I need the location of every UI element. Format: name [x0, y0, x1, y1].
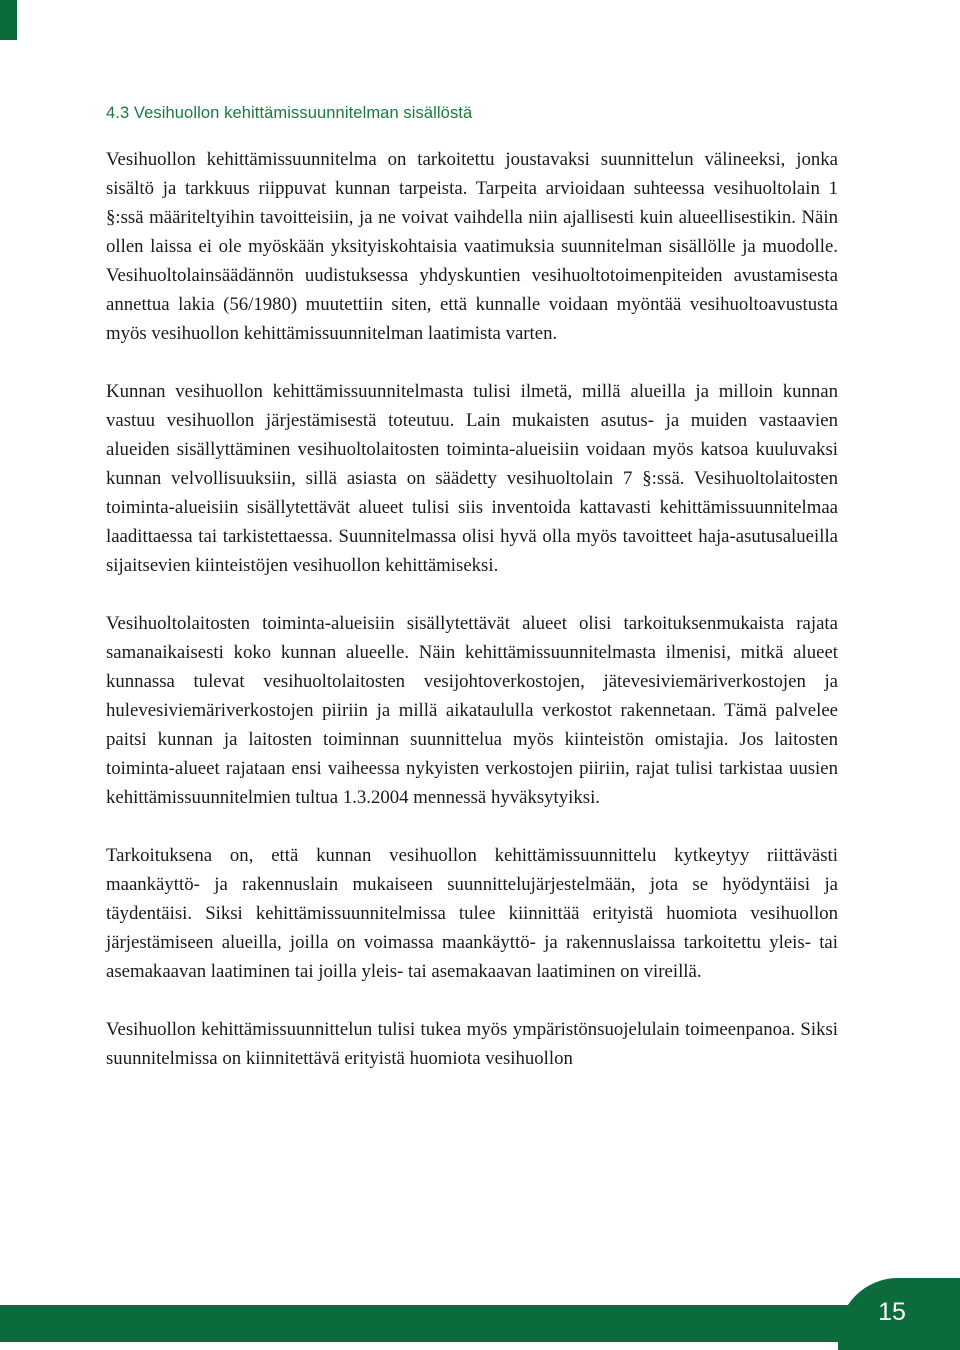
paragraph-1: Vesihuollon kehittämissuunnitelma on tarkoitettu joustavaksi suunnittelun välineeksi, jonka sisältö ja tarkkuus riippuvat kunnan tarpeista. Tarpeita arvioidaan suhteessa vesihuoltolain 1 §:ssä määriteltyihin tavoitteisiin, ja ne voivat vaihdella niin ajallisesti kuin alueellisestikin. Näin ollen laissa ei ole myöskään yksityiskohtaisia vaatimuksia suunnitelman sisällölle ja muodolle. Vesihuoltolainsäädännön uudistuksessa yhdyskuntien vesihuoltotoimenpiteiden avustamisesta annettua lakia (56/1980) muutettiin siten, että kunnalle voidaan myöntää vesihuoltoavustusta myös vesihuollon kehittämissuunnitelman laatimista varten.: [106, 149, 838, 344]
paragraph-3: Vesihuoltolaitosten toiminta-alueisiin sisällytettävät alueet olisi tarkoituksenmukaista rajata samanaikaisesti koko kunnan alueelle. Näin kehittämissuunnitelmasta ilmenisi, mitkä alueet kunnassa tulevat vesihuoltolaitosten vesijohtoverkostojen, jätevesiviemäriverkostojen ja hulevesiviemäriverkostojen piiriin ja millä aikataululla verkostot rakennetaan. Tämä palvelee paitsi kunnan ja laitosten toiminnan suunnittelua myös kiinteistön omistajia. Jos laitosten toiminta-alueet rajataan ensi vaiheessa nykyisten verkostojen piiriin, rajat tulisi tarkistaa uusien kehittämissuunnitelmien tultua 1.3.2004 mennessä hyväksytyiksi.: [106, 613, 838, 808]
body-text: [106, 145, 838, 1073]
paragraph-4: Tarkoituksena on, että kunnan vesihuollon kehittämissuunnittelu kytkeytyy riittävästi maankäyttö- ja rakennuslain mukaiseen suunnittelujärjestelmään, jota se hyödyntäisi ja täydentäisi. Siksi kehittämissuunnitelmissa tulee kiinnittää erityistä huomiota vesihuollon järjestämiseen alueilla, joilla on voimassa maankäyttö- ja rakennuslaissa tarkoitettu yleis- tai asemakaavan laatiminen tai joilla yleis- tai asemakaavan laatiminen on vireillä.: [106, 845, 838, 982]
paragraph-2: Kunnan vesihuollon kehittämissuunnitelmasta tulisi ilmetä, millä alueilla ja milloin kunnan vastuu vesihuollon järjestämisestä toteutuu. Lain mukaisten asutus- ja muiden vastaavien alueiden sisällyttäminen vesihuoltolaitosten toiminta-alueisiin voidaan myös katsoa kuuluvaksi kunnan velvollisuuksiin, sillä asiasta on säädetty vesihuoltolain 7 §:ssä. Vesihuoltolaitosten toiminta-alueisiin sisällytettävät alueet tulisi siis inventoida kattavasti kehittämissuunnitelmaa laadittaessa tai tarkistettaessa. Suunnitelmassa olisi hyvä olla myös tavoitteet haja-asutusalueilla sijaitsevien kiinteistöjen vesihuollon kehittämiseksi.: [106, 381, 838, 576]
page-number: 15: [878, 1298, 906, 1326]
paragraph-5: Vesihuollon kehittämissuunnittelun tulisi tukea myös ympäristönsuojelulain toimeenpanoa. Siksi suunnitelmissa on kiinnitettävä erityistä huomiota vesihuollon: [106, 1019, 838, 1069]
footer-bar: [0, 1305, 960, 1342]
section-heading: 4.3 Vesihuollon kehittämissuunnitelman sisällöstä: [106, 104, 473, 122]
corner-tab-decoration: [0, 0, 17, 40]
